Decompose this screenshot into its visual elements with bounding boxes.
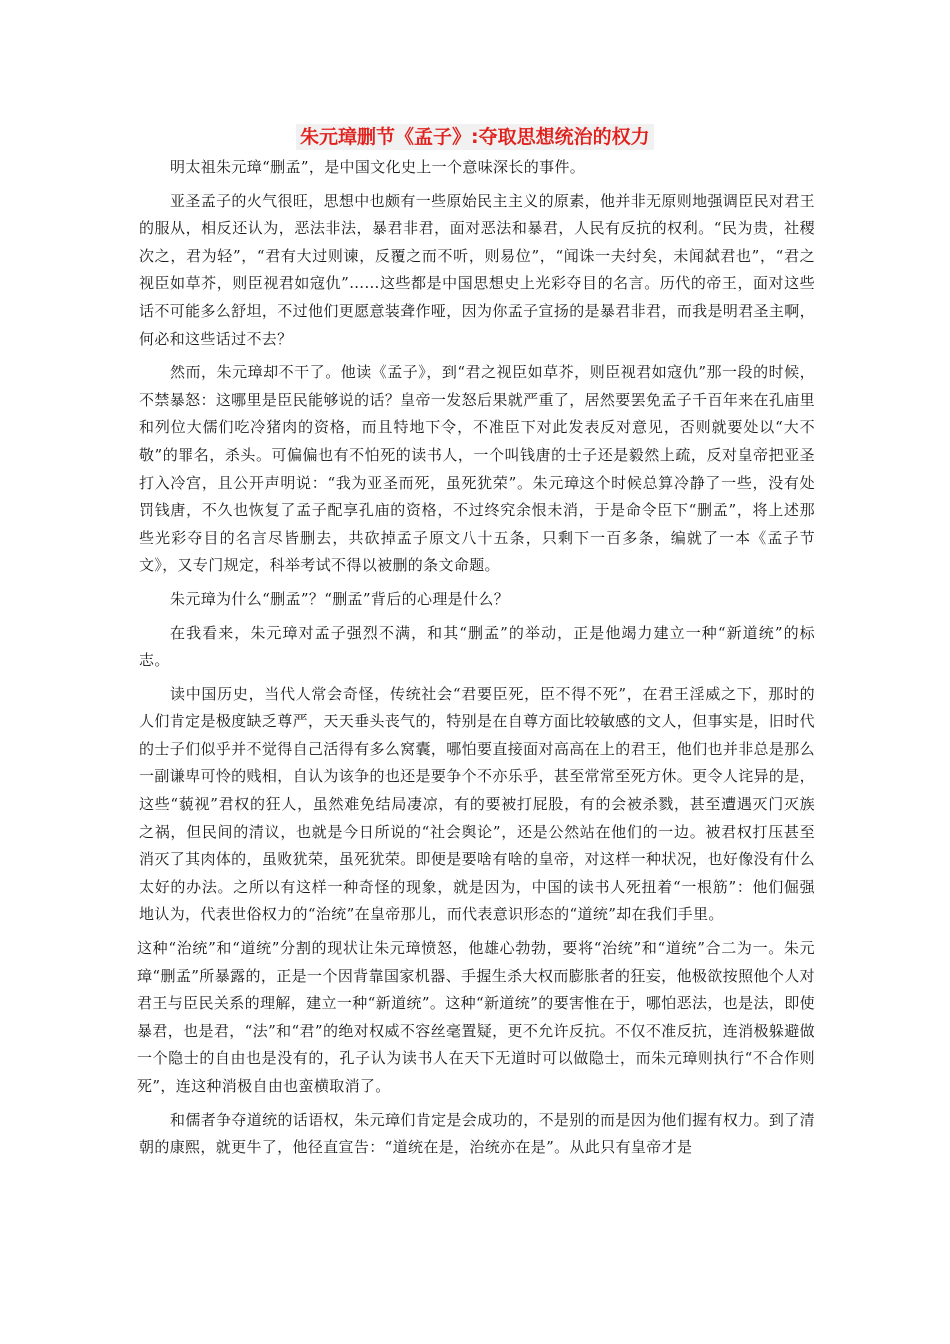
article-title: 朱元璋删节《孟子》:夺取思想统治的权力 [296, 124, 654, 150]
paragraph: 亚圣孟子的火气很旺，思想中也颇有一些原始民主主义的原素，他并非无原则地强调臣民对君王的服从，相反还认为，恶法非法，暴君非君，面对恶法和暴君，人民有反抗的权利。“民为贵，社稷次之，君为轻”，“君有大过则谏，反覆之而不听，则易位”，“闻诛一夫纣矣，未闻弑君也”，“君之视臣如草芥，则臣视君如寇仇”……这些都是中国思想史上光彩夺目的名言。历代的帝王，面对这些话不可能多么舒坦，不过他们更愿意装聋作哑，因为你孟子宣扬的是暴君非君，而我是明君圣主啊，何必和这些话过不去？ [139, 191, 815, 348]
paragraph: 然而，朱元璋却不干了。他读《孟子》，到“君之视臣如草芥，则臣视君如寇仇”那一段的时候，不禁暴怒：这哪里是臣民能够说的话？皇帝一发怒后果就严重了，居然要罢免孟子千百年来在孔庙里和列位大儒们吃冷猪肉的资格，而且特地下令，不准臣下对此发表反对意见，否则就要处以“大不敬”的罪名，杀头。可偏偏也有不怕死的读书人，一个叫钱唐的士子还是毅然上疏，反对皇帝把亚圣打入冷宫，且公开声明说：“我为亚圣而死，虽死犹荣”。朱元璋这个时候总算冷静了一些，没有处罚钱唐，不久也恢复了孟子配享孔庙的资格，不过终究余恨未消，于是命令臣下“删孟”，将上述那些光彩夺目的名言尽皆删去，共砍掉孟子原文八十五条，只剩下一百多条，编就了一本《孟子节文》，又专门规定，科举考试不得以被删的条文命题。 [139, 363, 815, 575]
article-body [139, 154, 815, 1168]
paragraph: 朱元璋为什么“删孟”？“删孟”背后的心理是什么？ [170, 589, 510, 608]
paragraph: 读中国历史，当代人常会奇怪，传统社会“君要臣死，臣不得不死”，在君王淫威之下，那时的人们肯定是极度缺乏尊严，天天垂头丧气的，特别是在自尊方面比较敏感的文人，但事实是，旧时代的士子们似乎并不觉得自己活得有多么窝囊，哪怕要直接面对高高在上的君王，他们也并非总是那么一副谦卑可怜的贱相，自认为该争的也还是要争个不亦乐乎，甚至常常至死方休。更令人诧异的是，这些“藐视”君权的狂人，虽然难免结局凄凉，有的要被打屁股，有的会被杀戮，甚至遭遇灭门灭族之祸，但民间的清议，也就是今日所说的“社会舆论”，还是公然站在他们的一边。被君权打压甚至消灭了其肉体的，虽败犹荣，虽死犹荣。即便是要啥有啥的皇帝，对这样一种状况，也好像没有什么太好的办法。之所以有这样一种奇怪的现象，就是因为，中国的读书人死扭着“一根筋”：他们倔强地认为，代表世俗权力的“治统”在皇帝那儿，而代表意识形态的“道统”却在我们手里。 [139, 684, 815, 924]
paragraph: 和儒者争夺道统的话语权，朱元璋们肯定是会成功的，不是别的而是因为他们握有权力。到了清朝的康熙，就更牛了，他径直宣告：“道统在是，治统亦在是”。从此只有皇帝才是 [139, 1110, 815, 1157]
paragraph: 明太祖朱元璋“删孟”，是中国文化史上一个意味深长的事件。 [170, 158, 586, 176]
paragraph: 这种“治统”和“道统”分割的现状让朱元璋愤怒，他雄心勃勃，要将“治统”和“道统”合二为一。朱元璋“删孟”所暴露的，正是一个因背靠国家机器、手握生杀大权而膨胀者的狂妄，他极欲按照他个人对君王与臣民关系的理解，建立一种“新道统”。这种“新道统”的要害惟在于，哪怕恶法，也是法，即使暴君，也是君，“法”和“君”的绝对权威不容丝毫置疑，更不允许反抗。不仅不准反抗，连消极躲避做一个隐士的自由也是没有的，孔子认为读书人在天下无道时可以做隐士，而朱元璋则执行“不合作则死”，连这种消极自由也蛮横取消了。 [137, 939, 815, 1095]
paragraph: 在我看来，朱元璋对孟子强烈不满，和其“删孟”的举动，正是他竭力建立一种“新道统”的标志。 [139, 623, 815, 670]
